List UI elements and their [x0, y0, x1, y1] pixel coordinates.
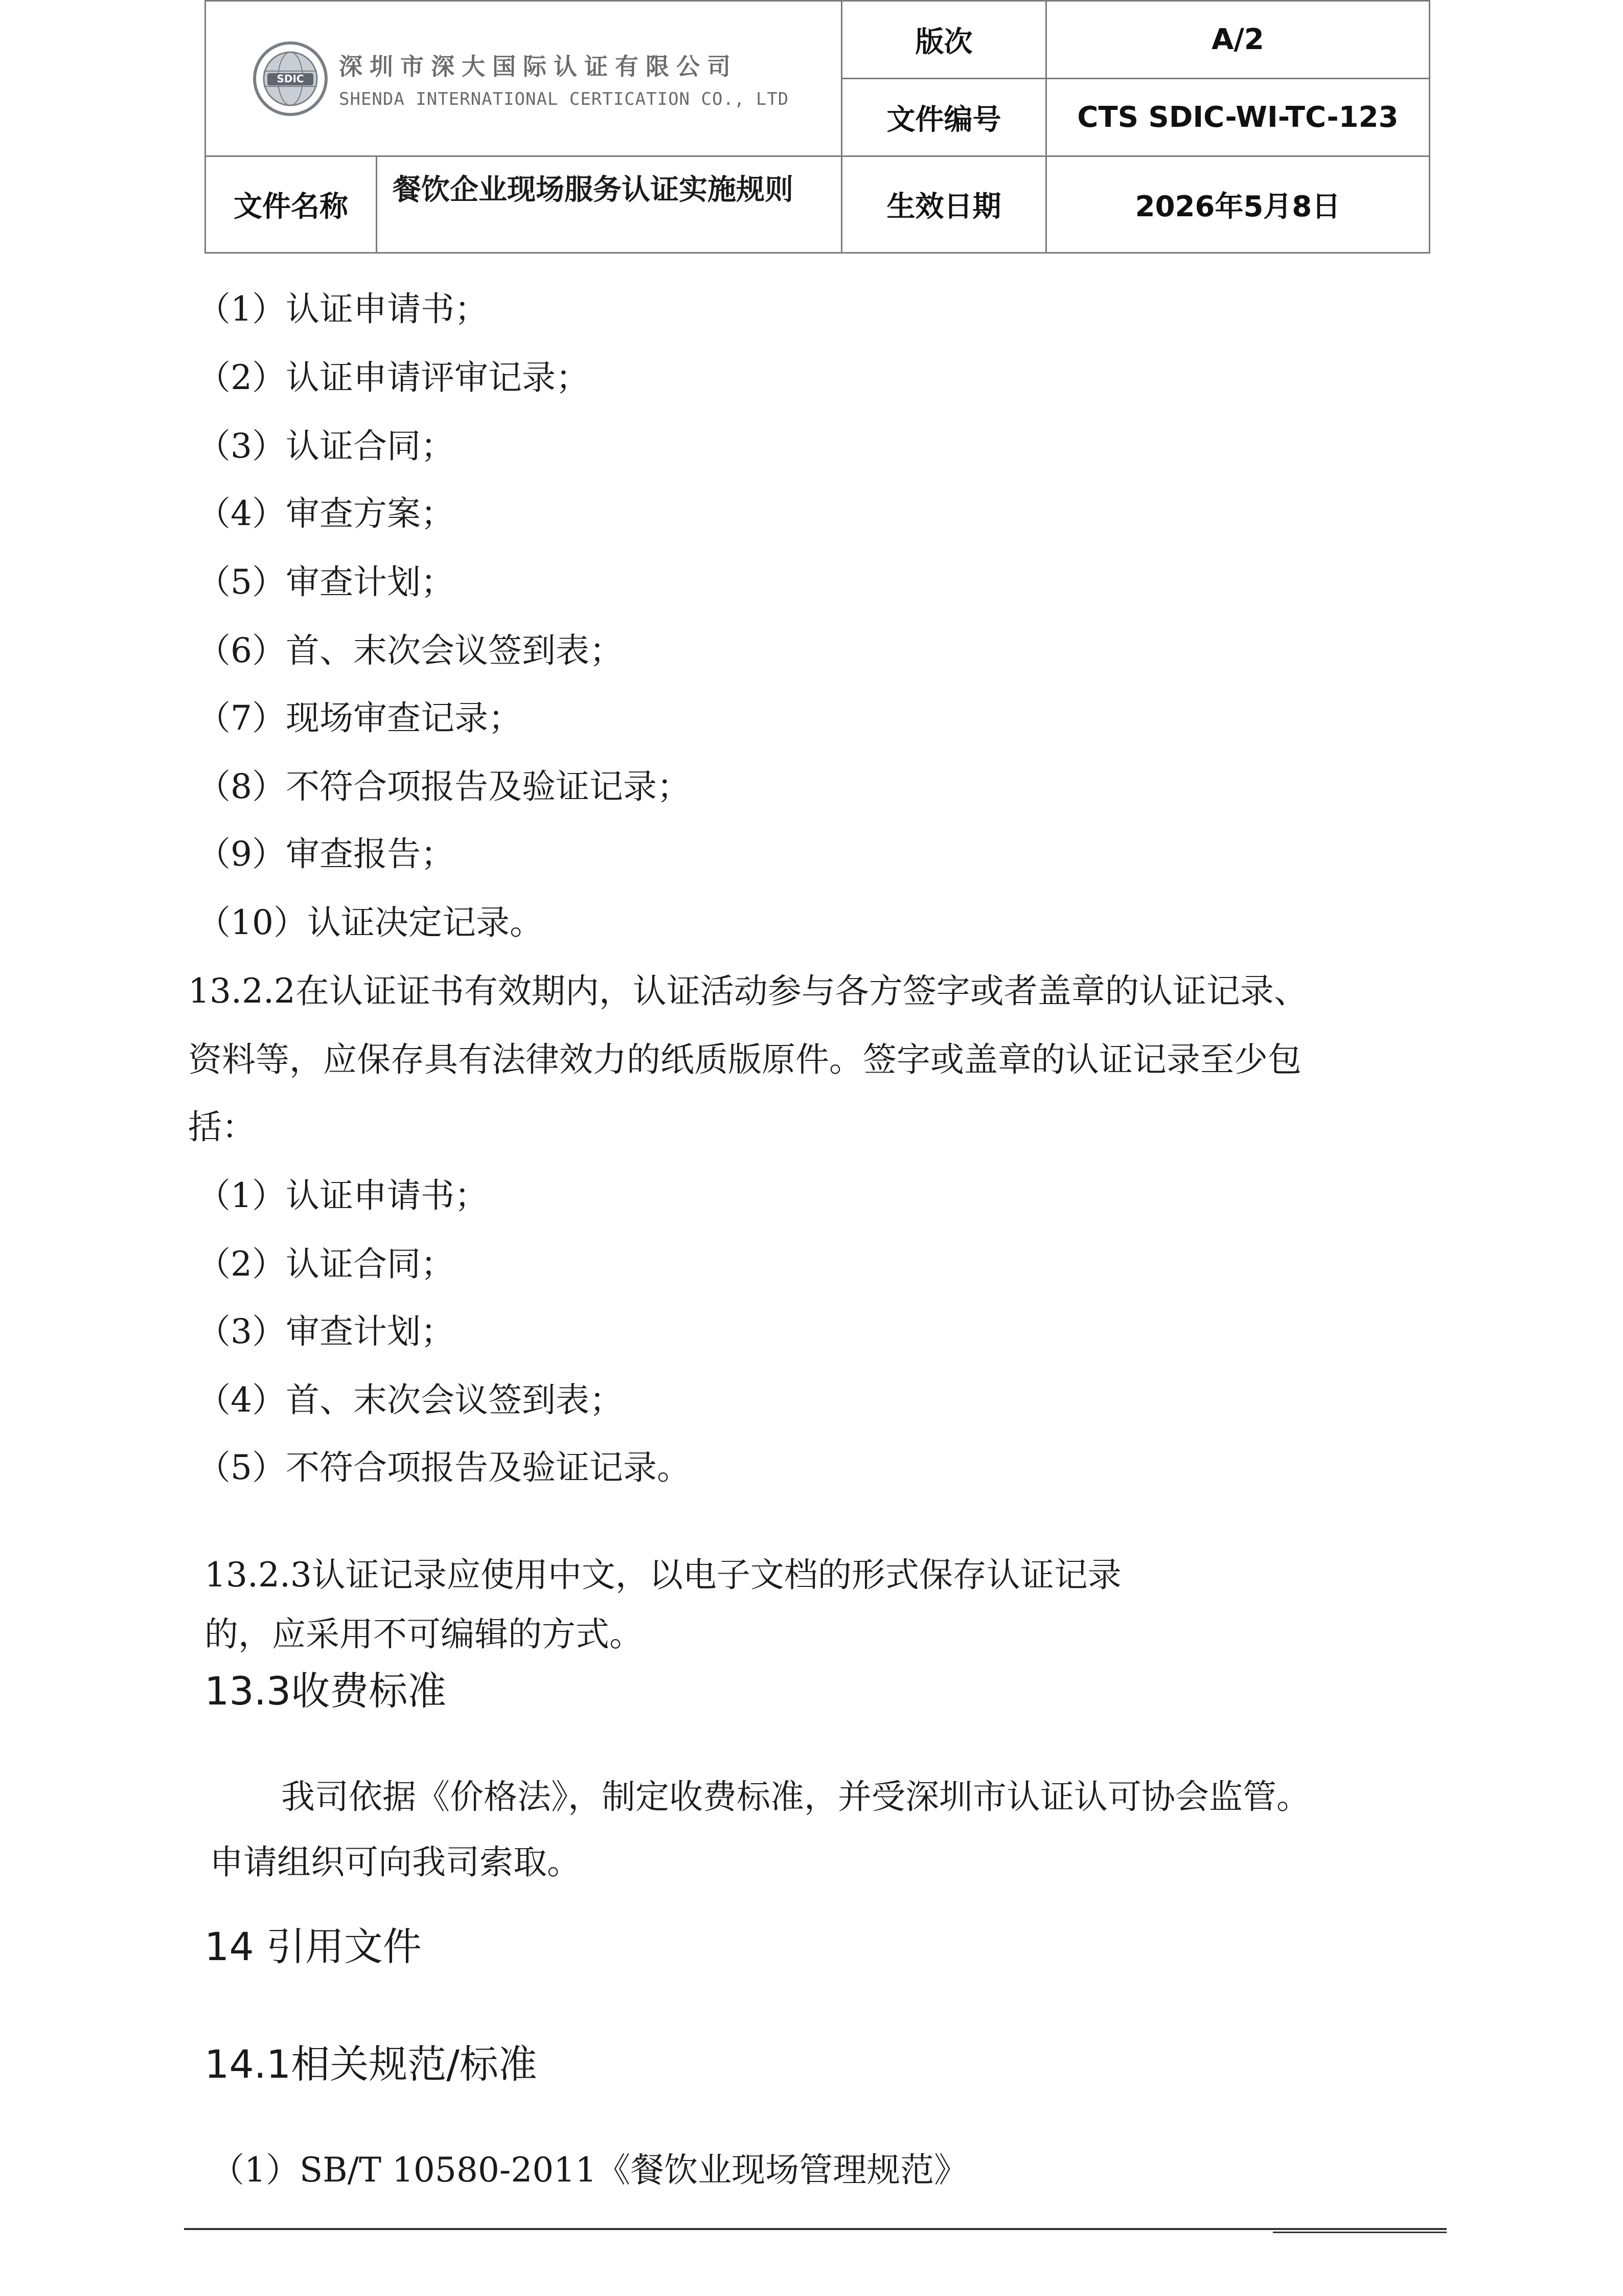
docname-value: 餐饮企业现场服务认证实施规则 — [377, 156, 842, 253]
paragraph-13-3-line: 我司依据《价格法》，制定收费标准，并受深圳市认证认可协会监管。 — [281, 1777, 1310, 1816]
list-item: （10）认证决定记录。 — [197, 903, 543, 942]
list-item: （5）不符合项报告及验证记录。 — [197, 1448, 691, 1487]
date-label: 生效日期 — [842, 156, 1046, 253]
list-item: （1）认证申请书； — [197, 1176, 488, 1215]
list-item: （4）审查方案； — [197, 494, 454, 533]
section-heading-14: 14 引用文件 — [204, 1924, 422, 1969]
docno-value: CTS SDIC-WI-TC-123 — [1046, 79, 1430, 156]
list-item: （3）审查计划； — [197, 1312, 454, 1351]
list-item: （3）认证合同； — [197, 426, 454, 466]
company-name-cn: 深圳市深大国际认证有限公司 — [339, 52, 738, 80]
footer-rule — [184, 2228, 1447, 2230]
paragraph-13-2-3-line: 的，应采用不可编辑的方式。 — [204, 1615, 643, 1654]
docno-label: 文件编号 — [842, 79, 1046, 156]
company-name-en: SHENDA INTERNATIONAL CERTICATION CO., LTD — [339, 88, 789, 109]
list-item: （2）认证合同； — [197, 1244, 454, 1284]
company-logo-icon — [252, 40, 329, 117]
list-item: （6）首、末次会议签到表； — [197, 631, 623, 670]
reference-item: （1）SB/T 10580-2011《餐饮业现场管理规范》 — [211, 2150, 968, 2190]
docname-label: 文件名称 — [205, 156, 377, 253]
footer-rule-short — [1273, 2232, 1447, 2233]
list-item: （2）认证申请评审记录； — [197, 358, 589, 397]
logo-text: SDIC — [277, 72, 304, 85]
date-value: 2026年5月8日 — [1046, 156, 1430, 253]
list-item: （4）首、末次会议签到表； — [197, 1380, 623, 1420]
document-header-table — [204, 0, 1430, 254]
paragraph-13-2-2-line: 资料等，应保存具有法律效力的纸质版原件。签字或盖章的认证记录至少包 — [188, 1040, 1301, 1079]
paragraph-13-2-2-line: 13.2.2在认证证书有效期内，认证活动参与各方签字或者盖章的认证记录、 — [188, 971, 1308, 1011]
list-item: （7）现场审查记录； — [197, 698, 522, 738]
section-heading-14-1: 14.1相关规范/标准 — [204, 2041, 537, 2087]
paragraph-13-2-2-line: 括： — [188, 1107, 256, 1147]
list-item: （9）审查报告； — [197, 834, 454, 874]
version-value: A/2 — [1046, 1, 1430, 79]
version-label: 版次 — [842, 1, 1046, 79]
company-logo-cell — [205, 1, 842, 156]
section-heading-13-3: 13.3收费标准 — [204, 1668, 447, 1714]
list-item: （1）认证申请书； — [197, 289, 488, 329]
paragraph-13-3-line: 申请组织可向我司索取。 — [210, 1843, 581, 1882]
list-item: （8）不符合项报告及验证记录； — [197, 767, 691, 806]
list-item: （5）审查计划； — [197, 562, 454, 602]
paragraph-13-2-3-line: 13.2.3认证记录应使用中文，以电子文档的形式保存认证记录 — [204, 1555, 1122, 1595]
